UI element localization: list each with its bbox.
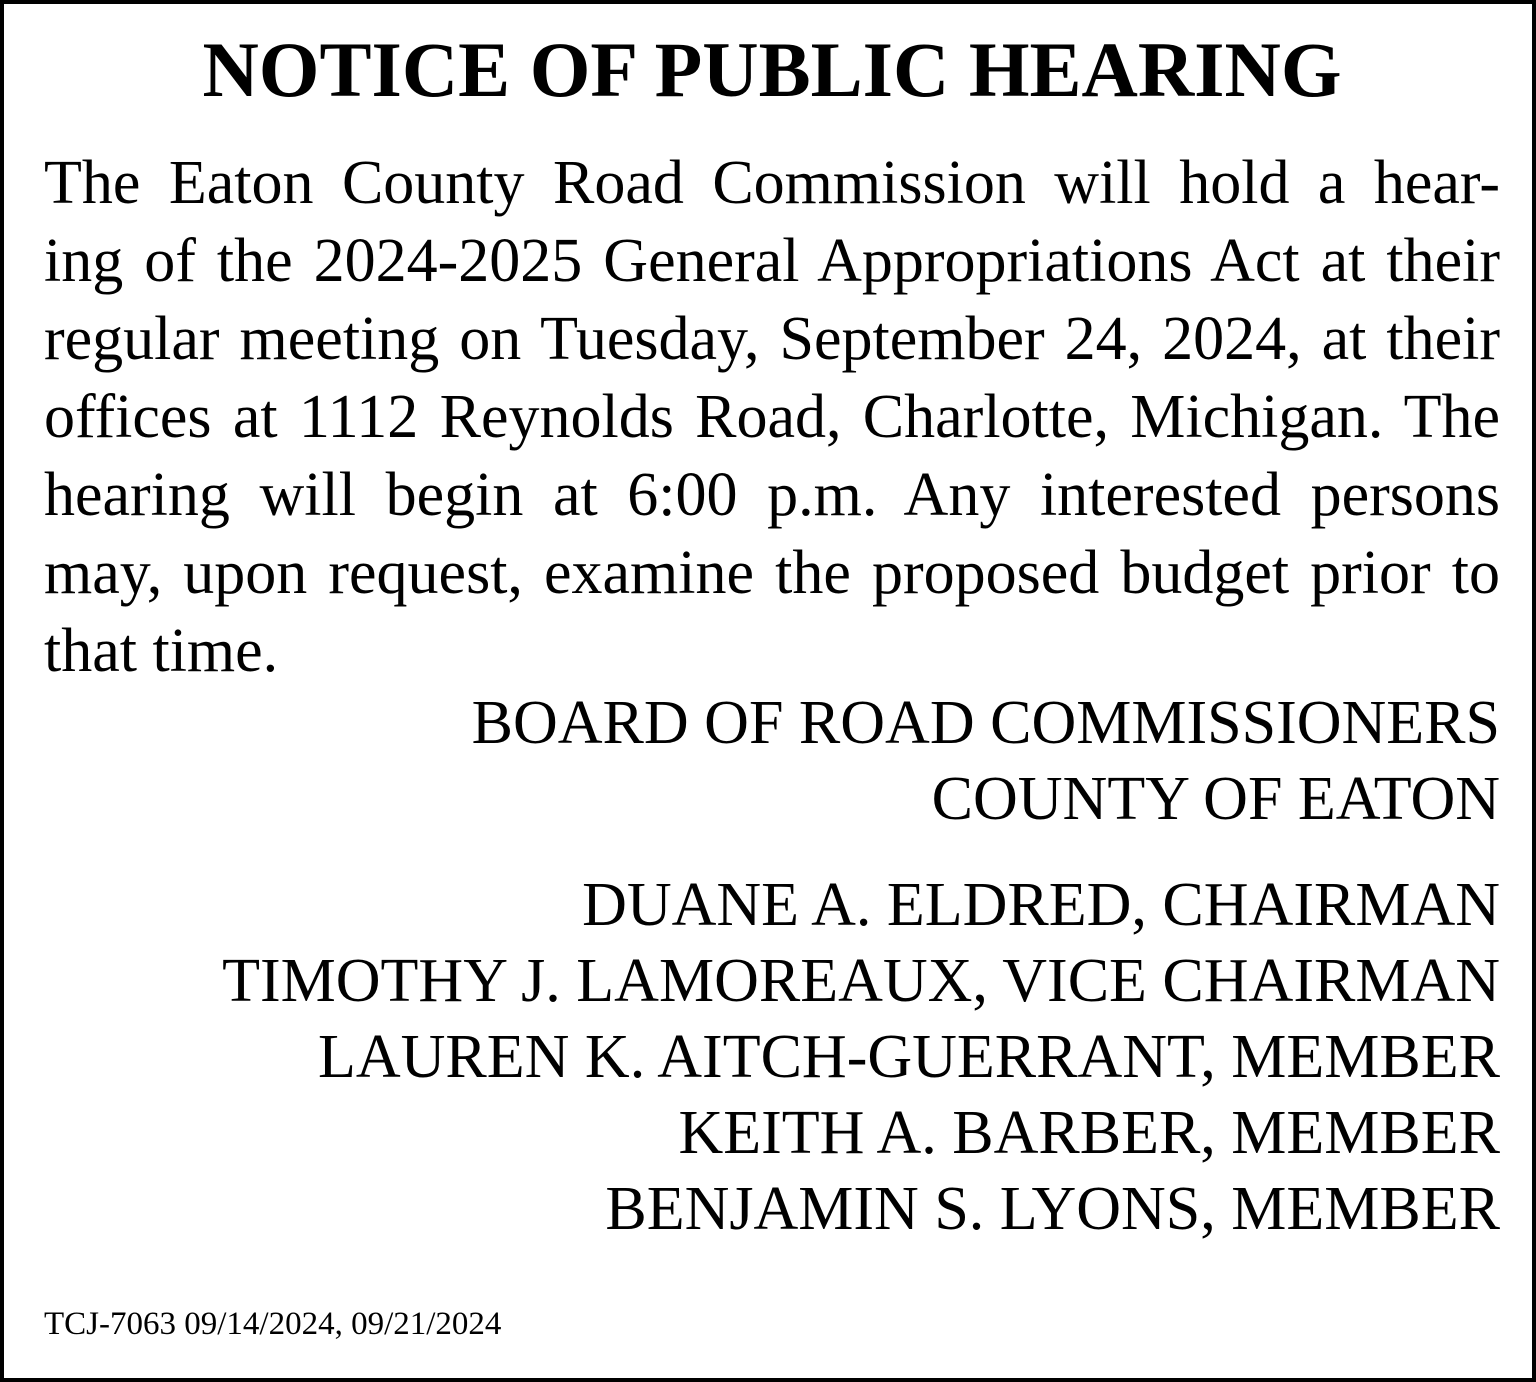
body-line-7: that time.	[44, 617, 279, 685]
board-name: BOARD OF ROAD COMMISSIONERS	[471, 689, 1500, 757]
member-lyons: BENJAMIN S. LYONS, MEMBER	[605, 1175, 1500, 1243]
body-line-4: offices at 1112 Reynolds Road, Charlotte, Michigan. The	[44, 383, 1500, 451]
member-vice-chairman: TIMOTHY J. LAMOREAUX, VICE CHAIRMAN	[222, 947, 1500, 1015]
body-line-5: hearing will begin at 6:00 p.m. Any interested persons	[44, 461, 1500, 529]
county-name: COUNTY OF EATON	[931, 765, 1500, 833]
member-aitch-guerrant: LAUREN K. AITCH-GUERRANT, MEMBER	[318, 1023, 1500, 1091]
notice-title: NOTICE OF PUBLIC HEARING	[202, 26, 1342, 113]
body-line-1: The Eaton County Road Commission will hold a hear-	[44, 149, 1500, 217]
member-chairman: DUANE A. ELDRED, CHAIRMAN	[582, 871, 1500, 939]
body-line-6: may, upon request, examine the proposed budget prior to	[44, 539, 1500, 607]
body-line-2: ing of the 2024-2025 General Appropriations Act at their	[44, 227, 1500, 295]
member-barber: KEITH A. BARBER, MEMBER	[678, 1099, 1500, 1167]
body-line-3: regular meeting on Tuesday, September 24, 2024, at their	[44, 305, 1500, 373]
publication-reference: TCJ-7063 09/14/2024, 09/21/2024	[44, 1306, 502, 1342]
